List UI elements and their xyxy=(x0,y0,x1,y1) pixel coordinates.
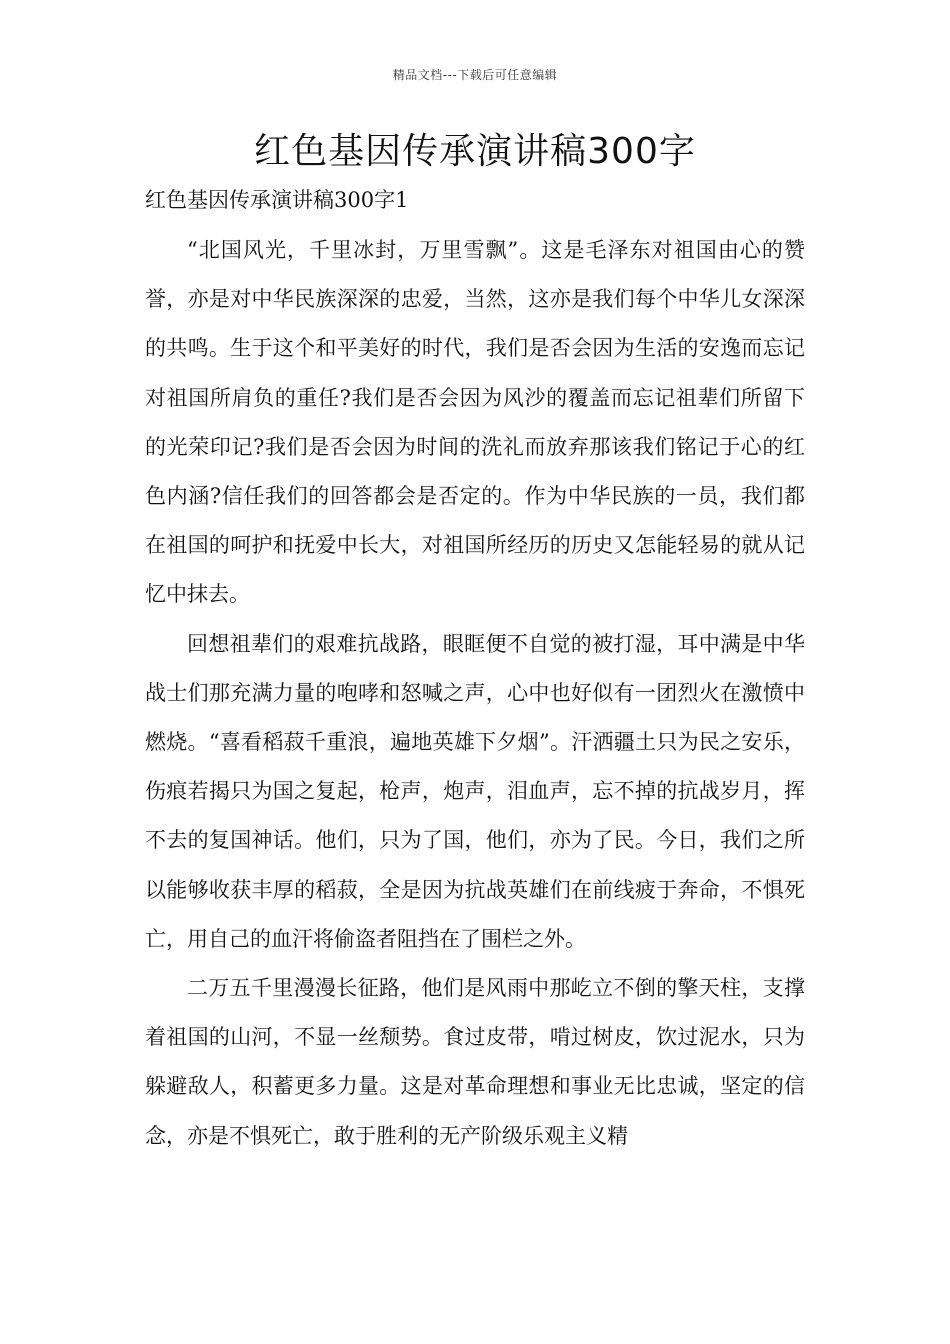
document-body xyxy=(145,226,805,1161)
paragraph: “北国风光，千里冰封，万里雪飘”。这是毛泽东对祖国由心的赞誉，亦是对中华民族深深的忠爱，当然，这亦是我们每个中华儿女深深的共鸣。生于这个和平美好的时代，我们是否会因为生活的安逸而忘记对祖国所肩负的重任?我们是否会因为风沙的覆盖而忘记祖辈们所留下的光荣印记?我们是否会因为时间的洗礼而放弃那该我们铭记于心的红色内涵?信任我们的回答都会是否定的。作为中华民族的一员，我们都在祖国的呵护和抚爱中长大，对祖国所经历的历史又怎能轻易的就从记忆中抹去。 xyxy=(145,238,805,607)
paragraph: 回想祖辈们的艰难抗战路，眼眶便不自觉的被打湿，耳中满是中华战士们那充满力量的咆哮和怒喊之声，心中也好似有一团烈火在激愤中燃烧。“喜看稻菽千重浪，遍地英雄下夕烟”。汗洒疆土只为民之安乐，伤痕若揭只为国之复起，枪声，炮声，泪血声，忘不掉的抗战岁月，挥不去的复国神话。他们，只为了国，他们，亦为了民。今日，我们之所以能够收获丰厚的稻菽，全是因为抗战英雄们在前线疲于奔命，不惧死亡，用自己的血汗将偷盗者阻挡在了围栏之外。 xyxy=(145,631,805,951)
document-subtitle: 红色基因传承演讲稿300字1 xyxy=(145,188,409,212)
document-title: 红色基因传承演讲稿300字 xyxy=(254,131,696,172)
header-note: 精品文档---下载后可任意编辑 xyxy=(392,68,558,82)
paragraph: 二万五千里漫漫长征路，他们是风雨中那屹立不倒的擎天柱，支撑着祖国的山河，不显一丝颓势。食过皮带，啃过树皮，饮过泥水，只为躲避敌人，积蓄更多力量。这是对革命理想和事业无比忠诚，坚定的信念，亦是不惧死亡，敢于胜利的无产阶级乐观主义精 xyxy=(145,976,805,1148)
